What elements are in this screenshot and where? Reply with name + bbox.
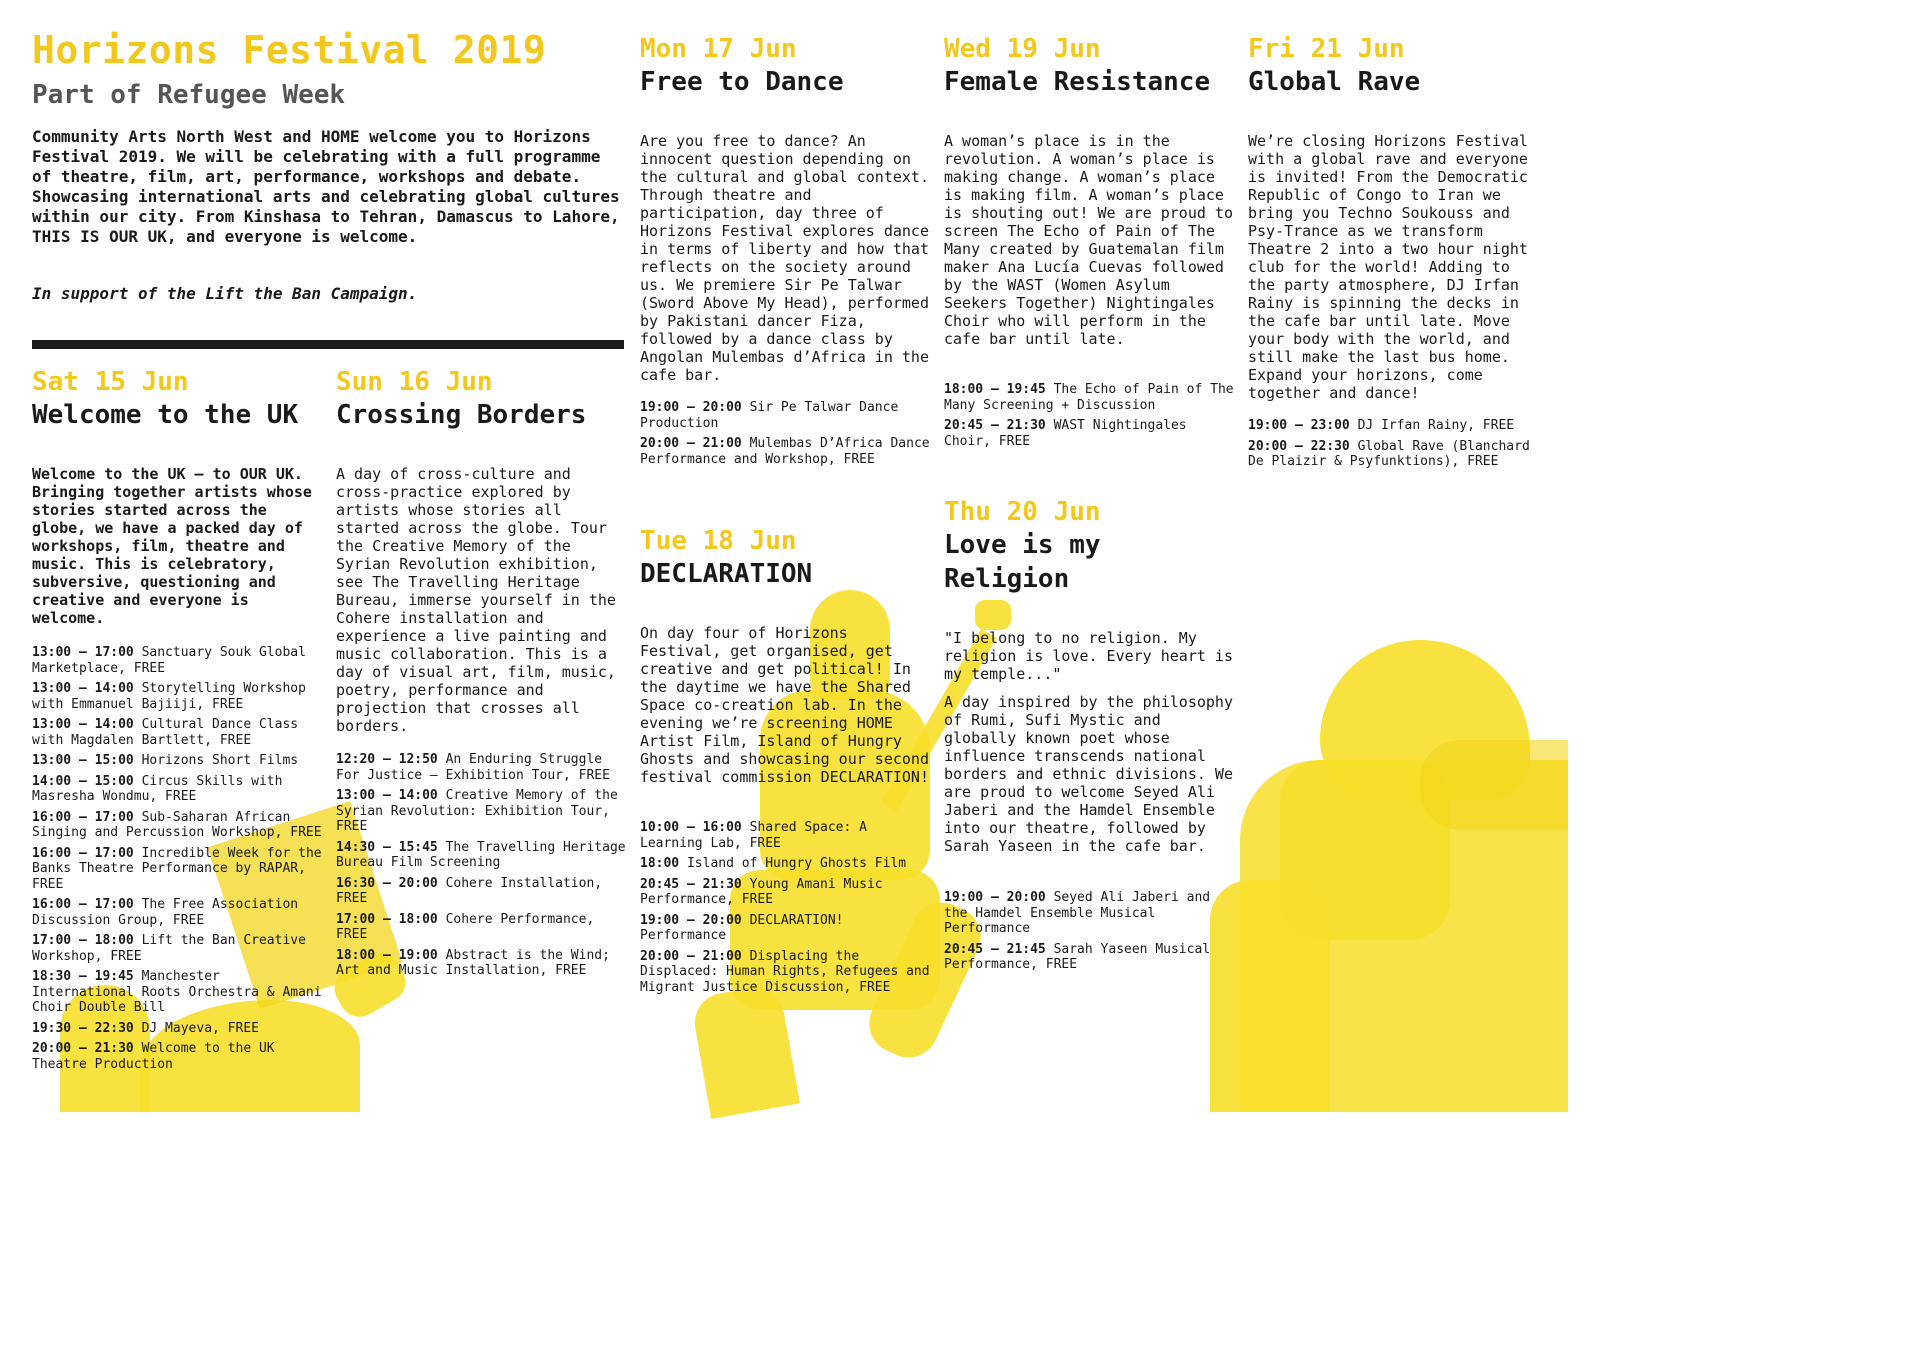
sat-schedule — [32, 645, 324, 1077]
schedule-item: 16:00 – 17:00 Incredible Week for the Banks Theatre Performance by RAPAR, FREE — [32, 845, 322, 892]
schedule-item: 17:00 – 18:00 Cohere Performance, FREE — [336, 911, 595, 942]
sat-description: Welcome to the UK – to OUR UK. Bringing together artists whose stories started across the globe, we have a packed day of workshops, film, theatre and music. This is celebratory, subversive, questioning and creative and everyone is welcome. — [32, 465, 312, 627]
schedule-item: 13:00 – 14:00 Cultural Dance Class with Magdalen Bartlett, FREE — [32, 717, 299, 748]
event-title: Welcome to the UK — [32, 400, 299, 430]
day-date: Sun 16 Jun — [336, 367, 493, 397]
schedule-item: 19:00 – 20:00 Seyed Ali Jaberi and the Hamdel Ensemble Musical Performance — [944, 890, 1211, 936]
day-wed — [944, 33, 1240, 99]
day-sat — [32, 366, 322, 432]
thu-schedule — [944, 890, 1234, 978]
schedule-item: 17:00 – 18:00 Lift the Ban Creative Workshop, FREE — [32, 933, 306, 964]
schedule-item: 19:00 – 20:00 Sir Pe Talwar Dance Production — [640, 400, 899, 431]
event-title: Crossing Borders — [336, 400, 587, 430]
wed-description: A woman’s place is in the revolution. A woman’s place is making change. A woman’s place is making film. A woman’s place is shouting out! We are proud to screen The Echo of Pain of The Many created by Guatemalan film maker Ana Lucía Cuevas followed by the WAST (Women Asylum Seekers Together) Nightingales Choir who will perform in the cafe bar until late. — [944, 132, 1233, 348]
schedule-item: 18:00 Island of Hungry Ghosts Film — [640, 856, 907, 871]
page-title: Horizons Festival 2019 — [32, 28, 547, 72]
schedule-item: 20:45 – 21:30 WAST Nightingales Choir, FREE — [944, 418, 1187, 449]
mon-description: Are you free to dance? An innocent question depending on the cultural and global context. Through theatre and participation, day three of Horizons Festival explores dance in terms of liberty and how that reflects on the society around us. We premiere Sir Pe Talwar (Sword Above My Head), performed by Pakistani dancer Fiza, followed by a dance class by Angolan Mulembas d’Africa in the cafe bar. — [640, 132, 929, 384]
schedule-item: 10:00 – 16:00 Shared Space: A Learning Lab, FREE — [640, 820, 867, 851]
mon-schedule — [640, 400, 935, 472]
schedule-item: 19:00 – 20:00 DECLARATION! Performance — [640, 912, 844, 943]
sun-schedule — [336, 752, 626, 984]
schedule-item: 16:30 – 20:00 Cohere Installation, FREE — [336, 875, 603, 906]
sun-description: A day of cross-culture and cross-practice explored by artists whose stories all started across the globe. Tour the Creative Memory of the Syrian Revolution exhibition, see The Travelling Heritage Bureau, immerse yourself in the Cohere installation and experience a live painting and music collaboration. This is a day of visual art, film, music, poetry, performance and projection that crosses all borders. — [336, 465, 616, 735]
schedule-item: 13:00 – 15:00 Horizons Short Films — [32, 753, 299, 768]
day-thu — [944, 496, 1240, 596]
day-mon — [640, 33, 935, 99]
event-title: Female Resistance — [944, 67, 1211, 97]
schedule-item: 20:00 – 22:30 Global Rave (Blanchard De Plaizir & Psyfunktions), FREE — [1248, 438, 1530, 469]
schedule-item: 18:00 – 19:00 Abstract is the Wind; Art and Music Installation, FREE — [336, 947, 610, 978]
schedule-item: 16:00 – 17:00 Sub-Saharan African Singing and Percussion Workshop, FREE — [32, 809, 322, 840]
intro-text: Community Arts North West and HOME welcome you to Horizons Festival 2019. We will be celebrating with a full programme of theatre, film, art, performance, workshops and debate. Showcasing international arts and celebrating global cultures within our city. From Kinshasa to Tehran, Damascus to Lahore, THIS IS OUR UK, and everyone is welcome. — [32, 127, 620, 246]
day-date: Fri 21 Jun — [1248, 34, 1405, 64]
schedule-item: 20:00 – 21:00 Displacing the Displaced: Human Rights, Refugees and Migrant Justice Discussion, FREE — [640, 948, 930, 995]
campaign-note: In support of the Lift the Ban Campaign. — [32, 284, 418, 303]
fri-description: We’re closing Horizons Festival with a global rave and everyone is invited! From the Democratic Republic of Congo to Iran we bring you Techno Soukouss and Psy-Trance as we transform Theatre 2 into a two hour night club for the world! Adding to the party atmosphere, DJ Irfan Rainy is spinning the decks in the cafe bar until late. Move your body with the world, and still make the last bus home. Expand your horizons, come together and dance! — [1248, 132, 1528, 402]
event-title: Global Rave — [1248, 67, 1421, 97]
tue-description: On day four of Horizons Festival, get organised, get creative and get political! In the daytime we have the Shared Space co-creation lab. In the evening we’re screening HOME Artist Film, Island of Hungry Ghosts and showcasing our second festival commission DECLARATION! — [640, 624, 929, 786]
schedule-item: 20:00 – 21:30 Welcome to the UK Theatre Production — [32, 1041, 275, 1072]
day-date: Thu 20 Jun — [944, 497, 1101, 527]
schedule-item: 20:45 – 21:30 Young Amani Music Performance, FREE — [640, 876, 883, 907]
schedule-item: 12:20 – 12:50 An Enduring Struggle For Justice – Exhibition Tour, FREE — [336, 752, 610, 783]
schedule-item: 18:30 – 19:45 Manchester International Roots Orchestra & Amani Choir Double Bill — [32, 969, 322, 1015]
page-subtitle: Part of Refugee Week — [32, 80, 346, 110]
day-date: Wed 19 Jun — [944, 34, 1101, 64]
schedule-item: 19:30 – 22:30 DJ Mayeva, FREE — [32, 1020, 259, 1036]
schedule-item: 16:00 – 17:00 The Free Association Discussion Group, FREE — [32, 897, 299, 928]
thu-description: A day inspired by the philosophy of Rumi, Sufi Mystic and globally known poet whose influence transcends national borders and ethnic divisions. We are proud to welcome Seyed Ali Jaberi and the Hamdel Ensemble into our theatre, followed by Sarah Yaseen in the cafe bar. — [944, 693, 1233, 855]
event-title: Free to Dance — [640, 67, 844, 97]
day-date: Tue 18 Jun — [640, 526, 797, 556]
schedule-item: 14:00 – 15:00 Circus Skills with Masresha Wondmu, FREE — [32, 773, 283, 804]
schedule-item: 13:00 – 14:00 Creative Memory of the Syrian Revolution: Exhibition Tour, FREE — [336, 788, 618, 834]
fri-schedule — [1248, 418, 1538, 475]
schedule-item: 20:00 – 21:00 Mulembas D’Africa Dance Performance and Workshop, FREE — [640, 436, 930, 467]
thu-quote: "I belong to no religion. My religion is love. Every heart is my temple..." — [944, 629, 1233, 683]
wed-schedule — [944, 382, 1234, 454]
day-fri — [1248, 33, 1544, 99]
schedule-item: 20:45 – 21:45 Sarah Yaseen Musical Performance, FREE — [944, 941, 1211, 972]
event-title: DECLARATION — [640, 559, 813, 589]
tue-schedule — [640, 820, 935, 1000]
event-title: Love is my Religion — [944, 530, 1101, 594]
day-date: Sat 15 Jun — [32, 367, 189, 397]
day-sun — [336, 366, 626, 432]
schedule-item: 18:00 – 19:45 The Echo of Pain of The Many Screening + Discussion — [944, 382, 1234, 413]
schedule-item: 14:30 – 15:45 The Travelling Heritage Bureau Film Screening — [336, 839, 626, 870]
day-date: Mon 17 Jun — [640, 34, 797, 64]
schedule-item: 13:00 – 14:00 Storytelling Workshop with Emmanuel Bajiiji, FREE — [32, 681, 306, 712]
day-tue — [640, 525, 935, 591]
schedule-item: 19:00 – 23:00 DJ Irfan Rainy, FREE — [1248, 418, 1515, 433]
header-divider — [32, 340, 624, 349]
schedule-item: 13:00 – 17:00 Sanctuary Souk Global Marketplace, FREE — [32, 645, 306, 676]
